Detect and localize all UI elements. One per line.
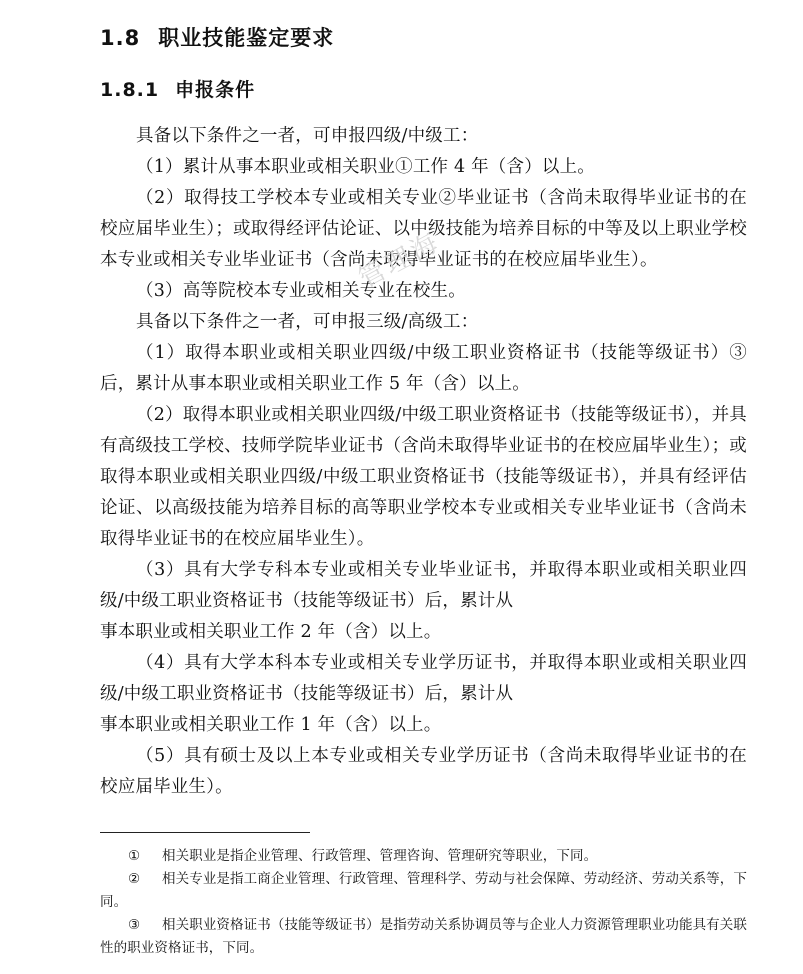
subsection-heading-title: 申报条件 xyxy=(175,79,256,102)
subsection-heading xyxy=(100,78,747,103)
paragraph: （2）取得本职业或相关职业四级/中级工职业资格证书（技能等级证书），并具有高级技工学校、技师学院毕业证书（含尚未取得毕业证书的在校应届毕业生）；或取得本职业或相关职业四级/中级工职业资格证书（技能等级证书），并具有经评估论证、以高级技能为培养目标的高等职业学校本专业或相关专业毕业证书（含尚未取得毕业证书的在校应届毕业生）。 xyxy=(100,404,747,549)
footnote-item xyxy=(100,845,747,868)
footnote-marker: ③ xyxy=(128,917,141,933)
paragraph: （2）取得技工学校本专业或相关专业②毕业证书（含尚未取得毕业证书的在校应届毕业生）；或取得经评估论证、以中级技能为培养目标的中等及以上职业学校本专业或相关专业毕业证书（含尚未取得毕业证书的在校应届毕业生）。 xyxy=(100,187,747,270)
paragraph: （3）高等院校本专业或相关专业在校生。 xyxy=(136,280,466,301)
paragraph: （1）取得本职业或相关职业四级/中级工职业资格证书（技能等级证书）③ 后，累计从事本职业或相关职业工作 5 年（含）以上。 xyxy=(100,342,747,394)
footnote-text: 相关职业资格证书（技能等级证书）是指劳动关系协调员等与企业人力资源管理职业功能具有关联性的职业资格证书，下同。 xyxy=(100,917,747,956)
footnote-item xyxy=(100,914,747,960)
section-heading-number: 1.8 xyxy=(100,26,141,50)
paragraph: （4）具有大学本科本专业或相关专业学历证书，并取得本职业或相关职业四级/中级工职业资格证书（技能等级证书）后，累计从 xyxy=(100,652,747,704)
footnote-divider xyxy=(100,832,310,833)
paragraph: 具备以下条件之一者，可申报四级/中级工： xyxy=(136,125,479,146)
footnotes-block xyxy=(100,832,747,960)
footnote-text: 相关专业是指工商企业管理、行政管理、管理科学、劳动与社会保障、劳动经济、劳动关系等，下同。 xyxy=(100,871,747,910)
paragraph: （5）具有硕士及以上本专业或相关专业学历证书（含尚未取得毕业证书的在校应届毕业生）。 xyxy=(100,745,747,797)
footnote-item xyxy=(100,868,747,914)
section-heading xyxy=(100,24,747,52)
footnote-text: 相关职业是指企业管理、行政管理、管理咨询、管理研究等职业，下同。 xyxy=(162,848,598,864)
paragraph: （3）具有大学专科本专业或相关专业毕业证书，并取得本职业或相关职业四级/中级工职业资格证书（技能等级证书）后，累计从 xyxy=(100,559,747,611)
paragraph: （1）累计从事本职业或相关职业①工作 4 年（含）以上。 xyxy=(136,156,595,177)
paragraph: 具备以下条件之一者，可申报三级/高级工： xyxy=(136,311,479,332)
section-heading-title: 职业技能鉴定要求 xyxy=(158,25,335,50)
footnote-marker: ① xyxy=(128,848,141,864)
subsection-heading-number: 1.8.1 xyxy=(100,79,160,102)
paragraph: 事本职业或相关职业工作 1 年（含）以上。 xyxy=(100,714,442,735)
watermark-text: 管理海 xyxy=(354,227,446,295)
footnote-marker: ② xyxy=(128,871,141,887)
paragraph: 事本职业或相关职业工作 2 年（含）以上。 xyxy=(100,621,442,642)
